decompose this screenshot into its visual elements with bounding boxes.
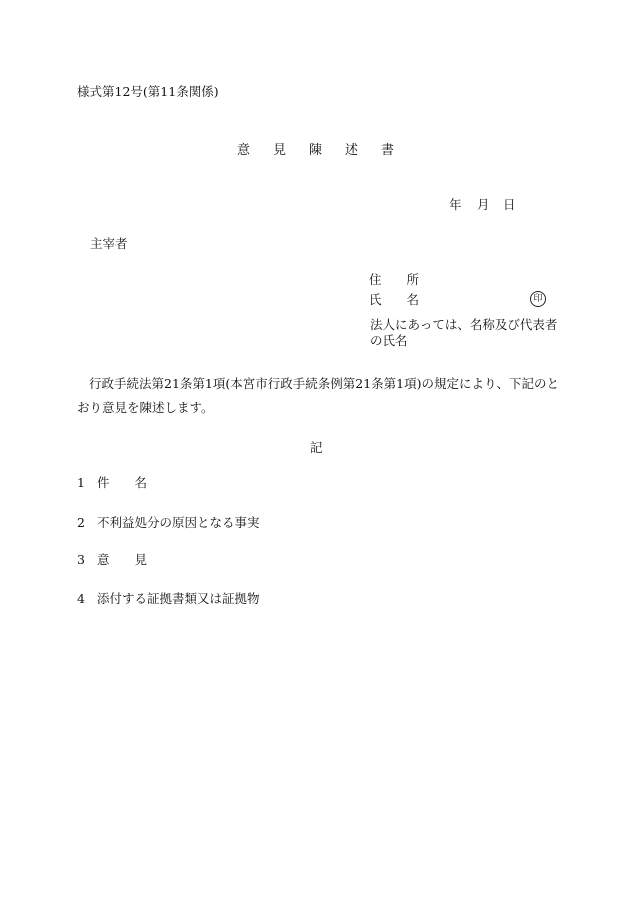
item-number: 4 <box>77 591 85 606</box>
list-item <box>77 552 147 569</box>
list-item <box>77 515 260 532</box>
list-item <box>77 591 260 608</box>
title-char-2: 見 <box>273 143 287 158</box>
title-char-3: 陳 <box>309 143 323 158</box>
document-title <box>237 142 417 160</box>
item-label: 意 見 <box>97 552 148 567</box>
item-number: 2 <box>77 515 85 530</box>
item-label: 件 名 <box>97 475 148 490</box>
seal-mark: 印 <box>530 291 546 307</box>
title-char-5: 書 <box>381 143 395 158</box>
form-number-label: 様式第12号(第11条関係) <box>77 84 219 99</box>
corporation-note-line-1: 法人にあっては、名称及び代表者 <box>370 317 558 332</box>
statement-body: 行政手続法第21条第1項(本宮市行政手続条例第21条第1項)の規定により、下記のとおり意見を陳述します。 <box>77 376 559 415</box>
date-month: 月 <box>477 197 490 212</box>
title-char-4: 述 <box>345 143 359 158</box>
ki-heading: 記 <box>310 440 323 455</box>
addressee: 主宰者 <box>90 236 128 251</box>
item-label: 添付する証拠書類又は証拠物 <box>97 591 260 606</box>
title-char-1: 意 <box>237 143 251 158</box>
date-year: 年 <box>449 197 462 212</box>
item-number: 1 <box>77 475 85 490</box>
item-label: 不利益処分の原因となる事実 <box>97 515 260 530</box>
list-item <box>77 475 147 492</box>
address-field-label: 住 所 <box>369 272 420 287</box>
corporation-note-line-2: の氏名 <box>370 333 408 348</box>
date-day: 日 <box>503 197 516 212</box>
item-number: 3 <box>77 552 85 567</box>
name-field-label: 氏 名 <box>369 292 420 307</box>
date-line <box>449 197 516 214</box>
